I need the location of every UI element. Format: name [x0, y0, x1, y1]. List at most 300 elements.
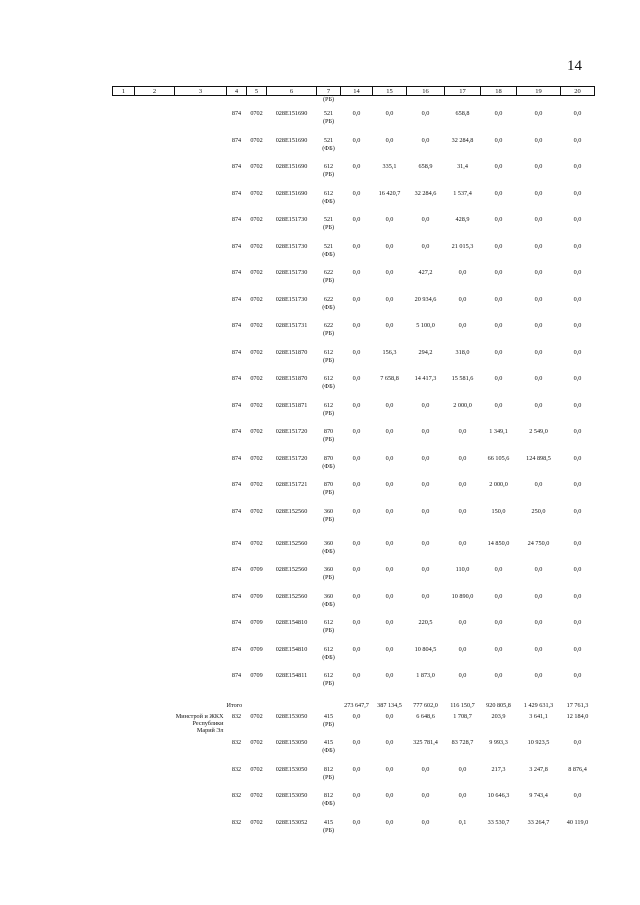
- expense-code: [317, 672, 341, 699]
- admin-code: 874: [231, 189, 242, 197]
- section-code: 0702: [250, 428, 263, 435]
- value-cell: 2 000,0: [489, 481, 508, 488]
- empty-cell: [175, 269, 227, 296]
- admin-code: 874: [231, 539, 242, 547]
- section-code: 0702: [250, 712, 263, 720]
- empty-cell: [317, 699, 341, 713]
- budget-source: (РБ): [322, 171, 335, 178]
- column-header: 20: [561, 87, 595, 96]
- target-code: 028E153050: [275, 765, 308, 773]
- ministry-label: Минстрой и ЖКХ Республики Марий Эл: [175, 712, 224, 734]
- value-cell: 0,0: [494, 189, 503, 197]
- empty-cell: [135, 190, 175, 217]
- value-cell: 0,0: [573, 110, 582, 117]
- table-row: [113, 508, 595, 540]
- budget-source: (ФБ): [322, 250, 335, 258]
- expense-code: [317, 619, 341, 646]
- empty-cell: [175, 792, 227, 819]
- budget-source: (РБ): [322, 409, 335, 417]
- value-cell: 0,0: [573, 481, 582, 488]
- empty-cell: [135, 672, 175, 699]
- empty-cell: [113, 428, 135, 455]
- empty-cell: [135, 792, 175, 819]
- value-cell: 0,0: [494, 401, 503, 409]
- value-cell: 0,0: [385, 592, 394, 600]
- empty-cell: [247, 96, 267, 111]
- value-cell: 0,0: [352, 712, 361, 720]
- table-row: [113, 216, 595, 243]
- section-code: 0702: [250, 765, 263, 773]
- column-header: 14: [341, 87, 373, 96]
- empty-cell: [135, 646, 175, 673]
- budget-source: (РБ): [322, 574, 335, 581]
- budget-table: [112, 86, 595, 845]
- value-cell: 0,0: [573, 136, 582, 144]
- empty-cell: [175, 508, 227, 540]
- empty-cell: [135, 110, 175, 137]
- value-cell: 0,0: [494, 592, 503, 600]
- value-cell: 0,0: [534, 619, 543, 626]
- value-cell: 0,0: [352, 348, 361, 356]
- target-code: 028E153050: [275, 792, 308, 799]
- empty-cell: [113, 792, 135, 819]
- budget-source: (ФБ): [322, 462, 335, 470]
- expense-code: [317, 766, 341, 793]
- expense-type: 521: [323, 110, 334, 117]
- value-cell: 1 537,4: [453, 189, 472, 197]
- column-header: 2: [135, 87, 175, 96]
- value-cell: 0,0: [385, 428, 394, 435]
- column-header: 1: [113, 87, 135, 96]
- budget-source: (РБ): [322, 515, 335, 523]
- empty-cell: [135, 243, 175, 270]
- value-cell: 9 743,4: [529, 792, 548, 799]
- value-cell: 0,0: [385, 765, 394, 773]
- value-cell: 0,0: [458, 765, 467, 773]
- admin-code: 874: [231, 136, 242, 144]
- value-cell: 83 728,7: [451, 739, 474, 746]
- admin-code: 832: [231, 712, 242, 720]
- empty-cell: [113, 269, 135, 296]
- value-cell: 0,0: [352, 619, 361, 626]
- value-cell: 0,0: [421, 242, 430, 250]
- empty-cell: [175, 110, 227, 137]
- expense-code: [317, 540, 341, 567]
- target-code: 028E151690: [275, 110, 308, 117]
- table-row: [113, 619, 595, 646]
- empty-cell: [135, 713, 175, 740]
- target-code: 028E154810: [275, 619, 308, 626]
- value-cell: 9 993,3: [489, 739, 508, 746]
- empty-cell: [135, 375, 175, 402]
- empty-cell: [113, 739, 135, 766]
- value-cell: 66 105,6: [487, 454, 510, 462]
- value-cell: 0,0: [458, 428, 467, 435]
- admin-code: 874: [231, 216, 242, 223]
- expense-code: [317, 322, 341, 349]
- value-cell: 0,0: [573, 507, 582, 515]
- expense-code: [317, 137, 341, 164]
- table-row: [113, 190, 595, 217]
- empty-cell: [175, 819, 227, 846]
- column-header: 5: [247, 87, 267, 96]
- budget-source: (РБ): [322, 489, 335, 496]
- value-cell: 335,1: [382, 163, 397, 170]
- value-cell: 0,0: [385, 295, 394, 303]
- expense-code: [317, 402, 341, 429]
- value-cell: 0,0: [421, 507, 430, 515]
- table-row: [113, 566, 595, 593]
- value-cell: 0,0: [385, 712, 394, 720]
- value-cell: 10 804,5: [414, 645, 437, 653]
- empty-cell: [113, 566, 135, 593]
- value-cell: 7 658,8: [380, 375, 399, 382]
- admin-code: 874: [231, 481, 242, 488]
- empty-cell: [481, 96, 517, 111]
- value-cell: 0,0: [494, 645, 503, 653]
- value-cell: 33 530,7: [487, 818, 510, 826]
- value-cell: 10 923,5: [527, 739, 550, 746]
- expense-type: 612: [323, 645, 334, 653]
- section-code: 0702: [250, 269, 263, 276]
- value-cell: 0,0: [458, 507, 467, 515]
- empty-cell: [135, 481, 175, 508]
- expense-type: 415: [323, 818, 334, 826]
- section-code: 0702: [250, 322, 263, 329]
- expense-code: [317, 243, 341, 270]
- value-cell: 0,0: [352, 592, 361, 600]
- expense-type: 812: [323, 765, 334, 773]
- value-cell: 0,0: [573, 739, 582, 746]
- value-cell: 0,0: [421, 136, 430, 144]
- section-code: 0702: [250, 189, 263, 197]
- value-cell: 12 184,0: [566, 712, 589, 720]
- value-cell: 0,0: [534, 481, 543, 488]
- value-cell: 0,0: [458, 295, 467, 303]
- expense-type: 612: [323, 401, 334, 409]
- admin-code: 832: [231, 765, 242, 773]
- expense-code: [317, 455, 341, 482]
- table-row: [113, 792, 595, 819]
- value-cell: 1 349,1: [489, 428, 508, 435]
- empty-cell: [175, 481, 227, 508]
- budget-source: (РБ): [322, 224, 335, 231]
- value-cell: 0,0: [385, 269, 394, 276]
- value-cell: 0,0: [385, 739, 394, 746]
- expense-type: 870: [323, 481, 334, 488]
- budget-source: (РБ): [322, 826, 335, 834]
- section-code: 0709: [250, 592, 263, 600]
- value-cell: 0,0: [534, 566, 543, 573]
- empty-cell: [113, 349, 135, 376]
- table-row: [113, 137, 595, 164]
- value-cell: 0,0: [573, 242, 582, 250]
- target-code: 028E151720: [275, 428, 308, 435]
- value-cell: 0,0: [534, 322, 543, 329]
- value-cell: 250,0: [531, 507, 546, 515]
- budget-source: (ФБ): [322, 800, 335, 807]
- empty-cell: [113, 110, 135, 137]
- empty-cell: [175, 672, 227, 699]
- value-cell: 0,0: [352, 269, 361, 276]
- value-cell: 0,0: [421, 401, 430, 409]
- target-code: 028E151690: [275, 136, 308, 144]
- value-cell: 0,0: [352, 481, 361, 488]
- empty-cell: [175, 137, 227, 164]
- column-header: 19: [517, 87, 561, 96]
- empty-cell: [175, 646, 227, 673]
- empty-cell: [113, 375, 135, 402]
- value-cell: 0,0: [352, 110, 361, 117]
- value-cell: 5 100,0: [416, 322, 435, 329]
- target-code: 028E154811: [275, 672, 308, 679]
- value-cell: 0,0: [534, 269, 543, 276]
- value-cell: 0,0: [385, 566, 394, 573]
- table-row: [113, 646, 595, 673]
- empty-cell: [135, 96, 175, 111]
- section-code: 0702: [250, 792, 263, 799]
- expense-code: [317, 163, 341, 190]
- expense-code: [317, 190, 341, 217]
- value-cell: 0,0: [352, 375, 361, 382]
- section-code: 0702: [250, 507, 263, 515]
- value-cell: 0,0: [534, 672, 543, 679]
- target-code: 028E151870: [275, 348, 308, 356]
- expense-type: 521: [323, 216, 334, 223]
- value-cell: 0,0: [352, 539, 361, 547]
- empty-cell: [135, 455, 175, 482]
- budget-source: (РБ): [322, 720, 335, 728]
- target-code: 028E151871: [275, 401, 308, 409]
- empty-cell: [175, 699, 227, 713]
- value-cell: 0,0: [458, 672, 467, 679]
- empty-cell: [227, 96, 247, 111]
- value-cell: 0,0: [352, 428, 361, 435]
- empty-cell: [113, 508, 135, 540]
- empty-cell: [113, 646, 135, 673]
- value-cell: 0,0: [494, 566, 503, 573]
- value-cell: 0,0: [494, 375, 503, 382]
- value-cell: 658,8: [455, 110, 470, 117]
- table-row: [113, 540, 595, 567]
- value-cell: 0,0: [352, 818, 361, 826]
- expense-type: 360: [323, 539, 334, 547]
- value-cell: 0,0: [421, 216, 430, 223]
- budget-source: (ФБ): [322, 653, 335, 661]
- value-cell: 0,0: [352, 216, 361, 223]
- value-cell: 0,0: [534, 348, 543, 356]
- empty-cell: [113, 322, 135, 349]
- empty-cell: [113, 481, 135, 508]
- empty-cell: [175, 349, 227, 376]
- value-cell: 0,0: [573, 619, 582, 626]
- value-cell: 0,0: [352, 322, 361, 329]
- admin-code: 874: [231, 645, 242, 653]
- expense-type: 612: [323, 348, 334, 356]
- value-cell: 0,0: [494, 242, 503, 250]
- value-cell: 110,0: [455, 566, 470, 573]
- admin-code: 874: [231, 110, 242, 117]
- value-cell: 20 934,6: [414, 295, 437, 303]
- empty-cell: [135, 349, 175, 376]
- value-cell: 0,0: [458, 645, 467, 653]
- value-cell: 0,0: [458, 481, 467, 488]
- expense-type: 415: [323, 712, 334, 720]
- expense-type: 622: [323, 322, 334, 329]
- admin-code: 832: [231, 792, 242, 799]
- empty-cell: [113, 296, 135, 323]
- expense-code: [317, 792, 341, 819]
- value-cell: 0,0: [494, 672, 503, 679]
- value-cell: 0,0: [352, 645, 361, 653]
- value-cell: 14 417,3: [414, 375, 437, 382]
- expense-type: 415: [323, 739, 334, 746]
- budget-source: (ФБ): [322, 547, 335, 555]
- expense-type: 612: [323, 189, 334, 197]
- total-label: Итого: [226, 701, 243, 709]
- empty-cell: [445, 96, 481, 111]
- expense-code: [317, 269, 341, 296]
- value-cell: 21 015,3: [451, 242, 474, 250]
- expense-type: 360: [323, 592, 334, 600]
- target-code: 028E153052: [275, 818, 308, 826]
- section-code: 0702: [250, 348, 263, 356]
- empty-cell: [135, 619, 175, 646]
- value-cell: 10 890,0: [451, 592, 474, 600]
- value-cell: 0,0: [494, 216, 503, 223]
- value-cell: 16 420,7: [378, 189, 401, 197]
- empty-cell: [135, 137, 175, 164]
- admin-code: 874: [231, 375, 242, 382]
- value-cell: 0,0: [352, 242, 361, 250]
- value-cell: 0,0: [573, 592, 582, 600]
- value-cell: 0,0: [494, 110, 503, 117]
- value-cell: 0,0: [421, 481, 430, 488]
- empty-cell: [135, 508, 175, 540]
- empty-cell: [113, 455, 135, 482]
- expense-type: 360: [323, 566, 334, 573]
- expense-code: [317, 296, 341, 323]
- table-row: [113, 163, 595, 190]
- admin-code: 874: [231, 295, 242, 303]
- target-code: 028E151721: [275, 481, 308, 488]
- value-cell: 220,5: [418, 619, 433, 626]
- target-code: 028E152560: [275, 592, 308, 600]
- empty-cell: [113, 619, 135, 646]
- value-cell: 0,0: [534, 645, 543, 653]
- budget-source: (РБ): [322, 277, 335, 284]
- value-cell: 0,0: [385, 110, 394, 117]
- value-cell: 3 641,1: [529, 712, 548, 720]
- value-cell: 0,0: [385, 672, 394, 679]
- expense-type: 521: [323, 136, 334, 144]
- table-row: [113, 375, 595, 402]
- empty-cell: [135, 402, 175, 429]
- expense-type: 870: [323, 454, 334, 462]
- empty-cell: [175, 593, 227, 620]
- budget-source: (РБ): [322, 680, 335, 687]
- empty-cell: [175, 243, 227, 270]
- expense-code: [317, 110, 341, 137]
- empty-cell: [113, 243, 135, 270]
- value-cell: 0,0: [352, 739, 361, 746]
- value-cell: 32 284,6: [414, 189, 437, 197]
- expense-code: [317, 216, 341, 243]
- admin-code: 874: [231, 269, 242, 276]
- empty-cell: [113, 163, 135, 190]
- section-code: 0702: [250, 295, 263, 303]
- target-code: 028E151870: [275, 375, 308, 382]
- value-cell: 0,0: [352, 454, 361, 462]
- value-cell: 0,0: [534, 189, 543, 197]
- empty-cell: [407, 96, 445, 111]
- section-code: 0709: [250, 672, 263, 679]
- admin-code: 832: [231, 818, 242, 826]
- empty-cell: [175, 402, 227, 429]
- empty-cell: [373, 96, 407, 111]
- expense-code: [317, 593, 341, 620]
- value-cell: 0,0: [458, 269, 467, 276]
- section-code: 0702: [250, 163, 263, 170]
- value-cell: 0,0: [385, 481, 394, 488]
- table-row: [113, 481, 595, 508]
- empty-cell: [175, 428, 227, 455]
- value-cell: 0,0: [573, 295, 582, 303]
- value-cell: 1 708,7: [453, 712, 472, 720]
- total-value: 387 134,5: [377, 701, 402, 709]
- table-row: [113, 766, 595, 793]
- column-header: 18: [481, 87, 517, 96]
- empty-cell: [517, 96, 561, 111]
- expense-type: 360: [323, 507, 334, 515]
- budget-source: (РБ): [322, 627, 335, 634]
- empty-cell: [113, 216, 135, 243]
- value-cell: 658,9: [418, 163, 433, 170]
- admin-code: 874: [231, 592, 242, 600]
- value-cell: 0,0: [421, 110, 430, 117]
- admin-code: 874: [231, 672, 242, 679]
- value-cell: 203,9: [491, 712, 506, 720]
- expense-type: 622: [323, 295, 334, 303]
- value-cell: 294,2: [418, 348, 433, 356]
- value-cell: 6 648,6: [416, 712, 435, 720]
- section-code: 0702: [250, 401, 263, 409]
- value-cell: 0,0: [494, 136, 503, 144]
- empty-cell: [135, 322, 175, 349]
- total-row: [113, 699, 595, 713]
- target-code: 028E151731: [275, 322, 308, 329]
- value-cell: 427,2: [418, 269, 433, 276]
- value-cell: 0,0: [352, 672, 361, 679]
- column-header: 7: [317, 87, 341, 96]
- budget-source: (РБ): [322, 330, 335, 337]
- empty-cell: [175, 216, 227, 243]
- table-row: [113, 349, 595, 376]
- target-code: 028E153050: [275, 739, 308, 746]
- value-cell: 124 898,5: [526, 454, 551, 462]
- value-cell: 0,0: [421, 765, 430, 773]
- empty-cell: [135, 540, 175, 567]
- empty-cell: [113, 190, 135, 217]
- empty-cell: [135, 566, 175, 593]
- empty-cell: [175, 190, 227, 217]
- admin-code: 874: [231, 163, 242, 170]
- expense-type: 612: [323, 672, 334, 679]
- budget-source: (РБ): [322, 118, 335, 125]
- expense-type: 622: [323, 269, 334, 276]
- expense-code: [317, 646, 341, 673]
- admin-code: 874: [231, 428, 242, 435]
